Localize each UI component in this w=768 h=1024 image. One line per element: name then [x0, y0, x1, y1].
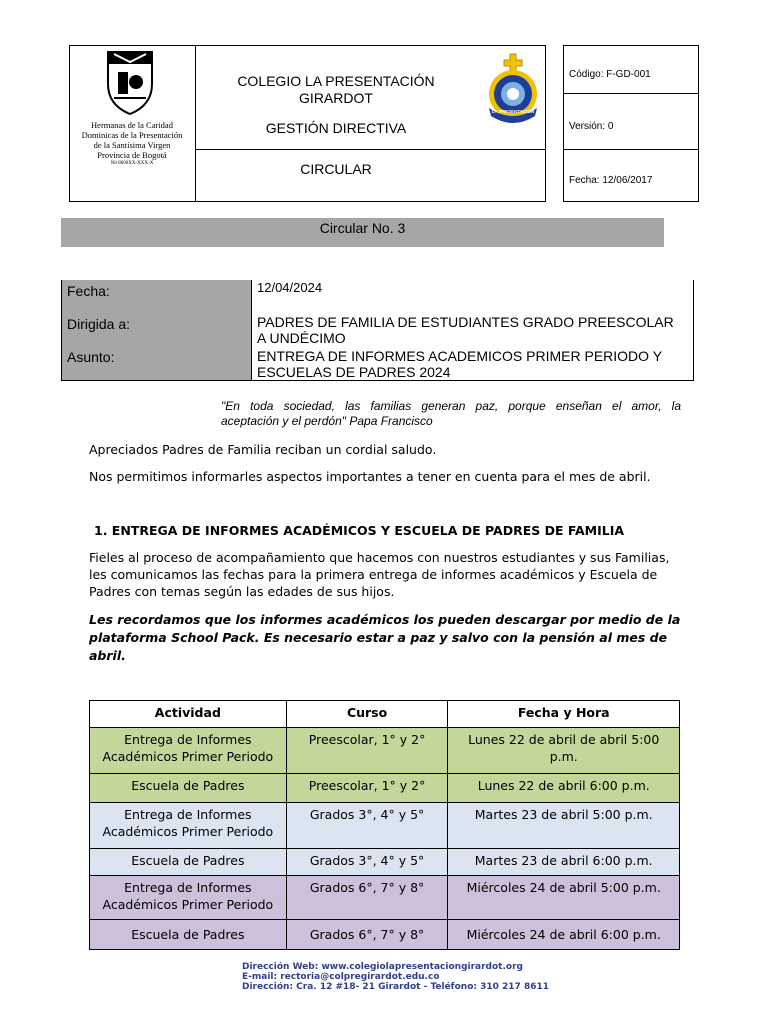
section-1-paragraph: Fieles al proceso de acompañamiento que hacemos con nuestros estudiantes y sus Familias, les comunicamos las fechas para la primera entrega de informes académicos y Escuela de Padres con temas según las edades de sus hijos. [89, 550, 670, 599]
table-row: Escuela de Padres Grados 3°, 4° y 5° Martes 23 de abril 6:00 p.m. [90, 849, 680, 876]
doc-version: Versión: 0 [569, 121, 614, 132]
col-header-fecha: Fecha y Hora [448, 701, 680, 728]
fecha-value: 12/04/2024 [257, 280, 323, 295]
table-row: Entrega de Informes Académicos Primer Periodo Preescolar, 1° y 2° Lunes 22 de abril de abril 5:00 p.m. [90, 728, 680, 774]
doc-code: Código: F-GD-001 [569, 69, 651, 80]
circular-number-bar [61, 218, 664, 247]
table-row: Escuela de Padres Grados 6°, 7° y 8° Miércoles 24 de abril 6:00 p.m. [90, 920, 680, 950]
school-name: COLEGIO LA PRESENTACIÓN GIRARDOT [237, 73, 435, 106]
col-header-curso: Curso [286, 701, 448, 728]
footer-web: Dirección Web: www.colegiolapresentaciongirardot.org [242, 962, 523, 972]
dirigida-label: Dirigida a: [67, 316, 131, 332]
greeting: Apreciados Padres de Familia reciban un cordial saludo. [89, 442, 437, 457]
school-crest-icon [104, 50, 156, 116]
table-row: Entrega de Informes Académicos Primer Periodo Grados 3°, 4° y 5° Martes 23 de abril 5:00 p.m. [90, 803, 680, 849]
schedule-table [89, 700, 680, 950]
table-header-row [90, 701, 680, 728]
doc-date: Fecha: 12/06/2017 [569, 175, 653, 186]
asunto-label: Asunto: [67, 349, 115, 365]
section-1-title: 1. ENTREGA DE INFORMES ACADÉMICOS Y ESCUELA DE PADRES DE FAMILIA [94, 523, 625, 538]
dirigida-value: PADRES DE FAMILIA DE ESTUDIANTES GRADO PREESCOLAR A UNDÉCIMO [257, 314, 674, 346]
seal-caption: LA PRESENTACIÓN [491, 109, 535, 114]
department-title: GESTIÓN DIRECTIVA [265, 120, 407, 136]
footer-email: E-mail: rectoria@colpregirardot.edu.co [242, 972, 440, 982]
circular-number: Circular No. 3 [319, 220, 406, 236]
document-type: CIRCULAR [300, 161, 372, 177]
table-row: Escuela de Padres Preescolar, 1° y 2° Lunes 22 de abril 6:00 p.m. [90, 774, 680, 803]
fecha-label: Fecha: [67, 283, 110, 299]
school-seal-icon [483, 52, 543, 126]
crest-caption: Hermanas de la Caridad Dominicas de la Presentación de la Santísima Virgen Provincia de Bogotá Nit 8600XX-XXX-X [81, 120, 183, 166]
footer-address: Dirección: Cra. 12 #18- 21 Girardot - Teléfono: 310 217 8611 [242, 982, 549, 992]
asunto-value: ENTREGA DE INFORMES ACADEMICOS PRIMER PERIODO Y ESCUELAS DE PADRES 2024 [257, 348, 663, 380]
col-header-actividad: Actividad [90, 701, 287, 728]
table-row: Entrega de Informes Académicos Primer Periodo Grados 6°, 7° y 8° Miércoles 24 de abril 5:00 p.m. [90, 876, 680, 920]
pope-quote: "En toda sociedad, las familias generan paz, porque enseñan el amor, la aceptación y el perdón" Papa Francisco [221, 399, 681, 428]
intro-paragraph: Nos permitimos informarles aspectos importantes a tener en cuenta para el mes de abril. [89, 469, 651, 484]
school-pack-notice: Les recordamos que los informes académicos los pueden descargar por medio de la plataforma School Pack. Es necesario estar a paz y salvo con la pensión al mes de abril. [89, 612, 681, 663]
